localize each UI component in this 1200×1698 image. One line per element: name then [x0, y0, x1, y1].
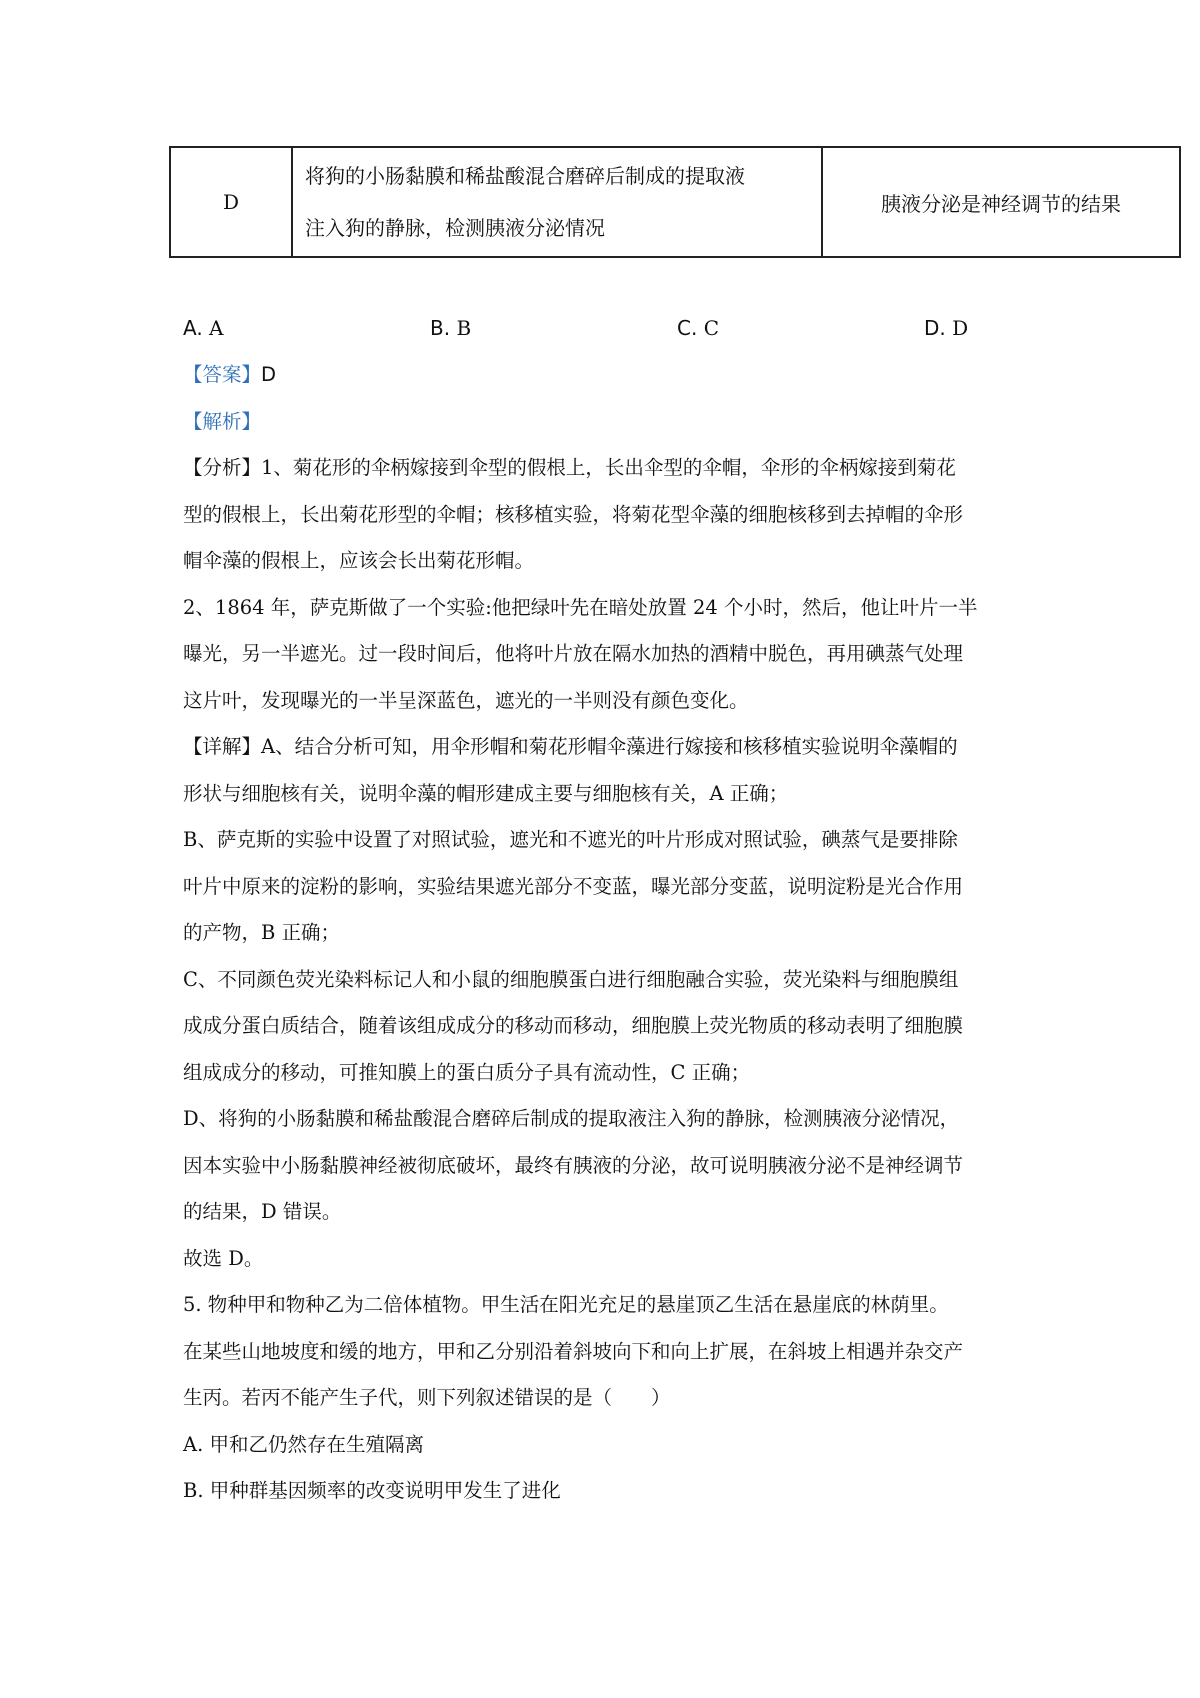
solution-content	[183, 352, 1023, 1515]
choice-value: B	[456, 316, 472, 340]
text-line: 曝光，另一半遮光。过一段时间后，他将叶片放在隔水加热的酒精中脱色，再用碘蒸气处理	[183, 642, 964, 665]
answer-tag: 【答案】	[183, 363, 262, 386]
text-line: 【分析】1、菊花形的伞柄嫁接到伞型的假根上，长出伞型的伞帽，伞形的伞柄嫁接到菊花	[183, 456, 956, 479]
text-line: 帽伞藻的假根上，应该会长出菊花形帽。	[183, 549, 535, 572]
choice-label: B.	[430, 316, 451, 340]
choice-label: A.	[183, 316, 203, 340]
text-line: 的产物，B 正确；	[183, 921, 341, 944]
text-line: 型的假根上，长出菊花形型的伞帽；核移植实验，将菊花型伞藻的细胞核移到去掉帽的伞形	[183, 502, 964, 526]
analysis-tag: 【解析】	[183, 409, 262, 433]
text-line: 叶片中原来的淀粉的影响，实验结果遮光部分不变蓝，曝光部分变蓝，说明淀粉是光合作用	[183, 874, 964, 898]
method-line-1: 将狗的小肠黏膜和稀盐酸混合磨碎后制成的提取液	[305, 164, 745, 188]
text-line: 成成分蛋白质结合，随着该组成成分的移动而移动，细胞膜上荧光物质的移动表明了细胞膜	[183, 1014, 964, 1037]
text-line: 故选 D。	[183, 1246, 264, 1270]
choice-d	[924, 316, 968, 340]
table-cell-result: 胰液分泌是神经调节的结果	[822, 147, 1180, 257]
text-line: 组成成分的移动，可推知膜上的蛋白质分子具有流动性，C 正确；	[183, 1060, 751, 1084]
text-line: C、不同颜色荧光染料标记人和小鼠的细胞膜蛋白进行细胞融合实验，荧光染料与细胞膜组	[183, 967, 959, 991]
text-line: D、将狗的小肠黏膜和稀盐酸混合磨碎后制成的提取液注入狗的静脉，检测胰液分泌情况，	[183, 1107, 960, 1130]
option-table	[169, 146, 1181, 258]
analysis-heading	[183, 399, 1023, 446]
answer-line	[183, 352, 1023, 399]
text-line: B、萨克斯的实验中设置了对照试验，遮光和不遮光的叶片形成对照试验，碘蒸气是要排除	[183, 828, 958, 851]
choice-c	[677, 316, 719, 340]
question-line: 在某些山地坡度和缓的地方，甲和乙分别沿着斜坡向下和向上扩展，在斜坡上相遇并杂交产	[183, 1339, 964, 1363]
method-line-2: 注入狗的静脉，检测胰液分泌情况	[305, 216, 605, 240]
text-line: 2、1864 年，萨克斯做了一个实验:他把绿叶先在暗处放置 24 个小时，然后，他让叶片一半	[183, 595, 978, 619]
question-option-b: B. 甲种群基因频率的改变说明甲发生了进化	[183, 1479, 561, 1502]
table-cell-letter: D	[170, 147, 292, 257]
choice-a	[183, 316, 224, 340]
question-line: 5. 物种甲和物种乙为二倍体植物。甲生活在阳光充足的悬崖顶乙生活在悬崖底的林荫里。	[183, 1293, 949, 1316]
choice-label: C.	[677, 316, 698, 340]
question-option-a: A. 甲和乙仍然存在生殖隔离	[183, 1432, 424, 1456]
text-line: 这片叶，发现曝光的一半呈深蓝色，遮光的一半则没有颜色变化。	[183, 688, 749, 712]
table-cell-method	[292, 147, 822, 257]
choice-b	[430, 316, 471, 340]
choice-value: A	[209, 316, 224, 340]
answer-value: D	[261, 363, 277, 386]
choice-value: C	[703, 316, 719, 340]
text-line: 因本实验中小肠黏膜神经被彻底破坏，最终有胰液的分泌，故可说明胰液分泌不是神经调节	[183, 1153, 964, 1177]
text-line: 【详解】A、结合分析可知，用伞形帽和菊花形帽伞藻进行嫁接和核移植实验说明伞藻帽的	[183, 735, 958, 758]
choice-label: D.	[924, 316, 946, 340]
choice-value: D	[952, 316, 969, 340]
text-line: 的结果，D 错误。	[183, 1200, 342, 1223]
table-row	[170, 147, 1180, 257]
question-line: 生丙。若丙不能产生子代，则下列叙述错误的是（ ）	[183, 1386, 671, 1409]
text-line: 形状与细胞核有关，说明伞藻的帽形建成主要与细胞核有关，A 正确；	[183, 781, 789, 805]
